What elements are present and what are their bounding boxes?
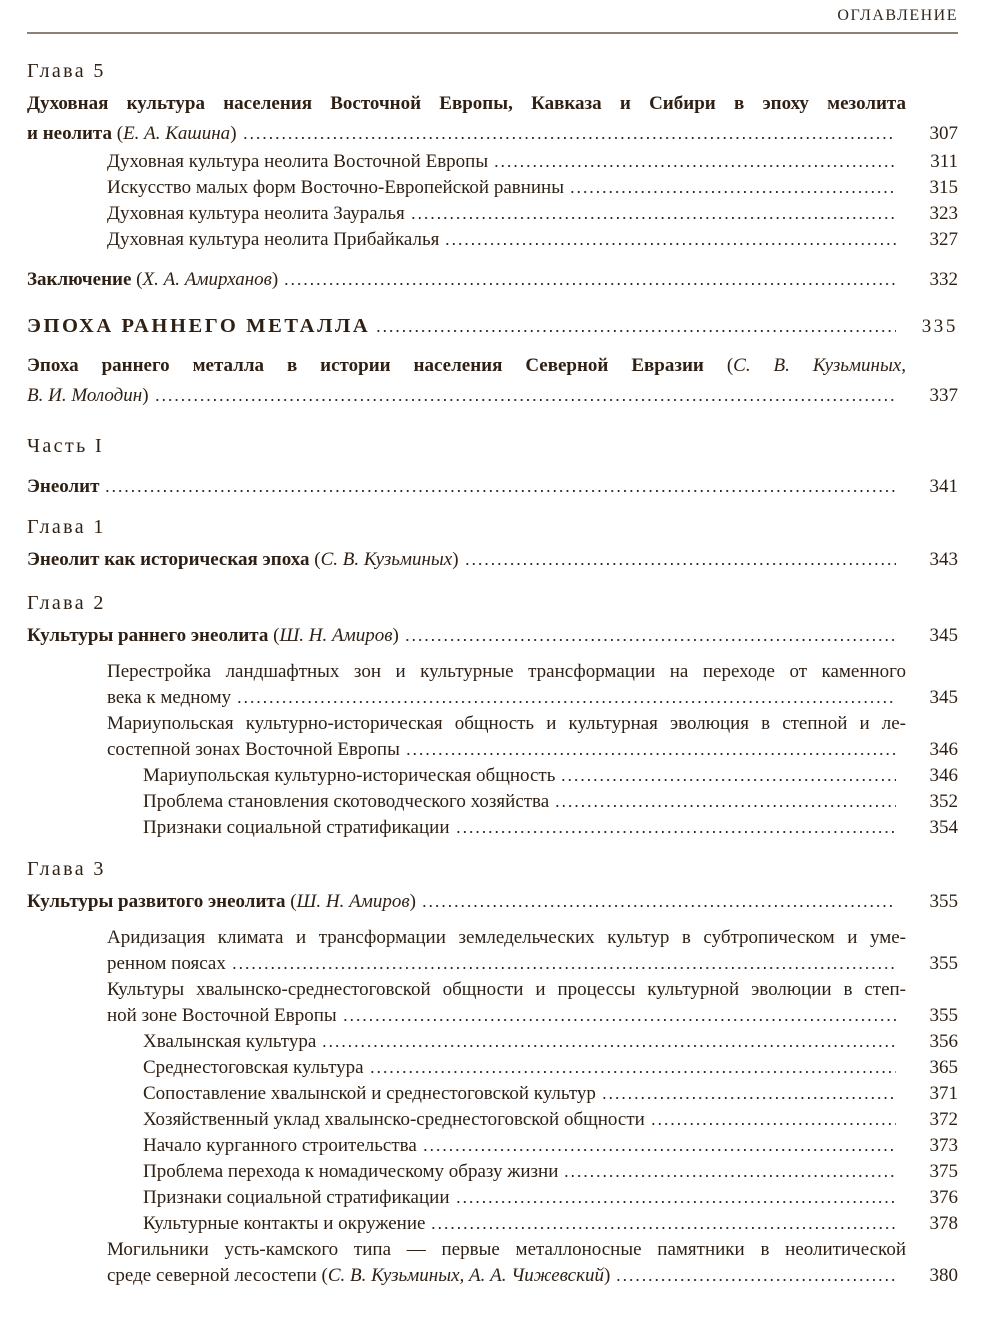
- toc-entry: [27, 789, 958, 815]
- toc-entry: [27, 815, 958, 841]
- toc-entry: [27, 89, 958, 119]
- toc-entry: [27, 1159, 958, 1185]
- dot-leader: [377, 330, 896, 332]
- toc-section-label-text: Глава 5: [27, 60, 106, 82]
- dot-leader: [571, 191, 896, 193]
- toc-section-label: [27, 433, 958, 460]
- toc-section-label-text: Глава 1: [27, 516, 106, 538]
- toc-entry-page: 341: [929, 476, 958, 497]
- toc-section-label: [27, 590, 958, 617]
- toc-entry-text: Культуры раннего энеолита (Ш. Н. Амиров): [27, 625, 399, 646]
- dot-leader: [617, 1279, 896, 1281]
- toc-entry-text: Признаки социальной стратификации: [143, 1187, 450, 1208]
- toc-entry: [27, 1133, 958, 1159]
- toc-entry: [27, 227, 958, 253]
- dot-leader: [344, 1019, 896, 1021]
- toc-entry: [27, 621, 958, 651]
- toc-entry-text: Духовная культура неолита Зауралья: [107, 203, 405, 224]
- toc-section-label: [27, 514, 958, 541]
- toc-entry: [27, 1185, 958, 1211]
- toc-section-label-text: Глава 2: [27, 592, 106, 614]
- toc-entry: [27, 265, 958, 295]
- toc-entry: [27, 1263, 958, 1289]
- dot-leader: [285, 283, 896, 285]
- toc-section-label: [27, 856, 958, 883]
- toc-entry: [27, 1107, 958, 1133]
- toc-entry-text: Мариупольская культурно-историческая общность: [143, 765, 556, 786]
- toc-entry-page: 355: [929, 953, 958, 974]
- dot-leader: [652, 1123, 896, 1125]
- toc-entry: [27, 149, 958, 175]
- toc-entry: [27, 925, 958, 951]
- dot-leader: [457, 1201, 897, 1203]
- toc-entry-text: Культуры развитого энеолита (Ш. Н. Амиров): [27, 891, 416, 912]
- toc-entry: [27, 201, 958, 227]
- toc-section-label-text: Часть I: [27, 435, 105, 457]
- toc-entry-text: Заключение (Х. А. Амирханов): [27, 269, 279, 290]
- toc-entry: [27, 1055, 958, 1081]
- toc-entry-page: 345: [929, 687, 958, 708]
- dot-leader: [106, 490, 896, 492]
- toc-entry-page: 335: [921, 316, 958, 337]
- dot-leader: [466, 563, 896, 565]
- toc-entry: [27, 977, 958, 1003]
- toc-entry-text: В. И. Молодин): [27, 385, 149, 406]
- toc-entry-text: ЭПОХА РАННЕГО МЕТАЛЛА: [27, 315, 371, 337]
- toc-entry-text: Перестройка ландшафтных зон и культурные трансформации на переходе от каменного: [107, 661, 906, 682]
- toc-entry: [27, 711, 958, 737]
- dot-leader: [423, 905, 896, 907]
- dot-leader: [323, 1045, 896, 1047]
- dot-leader: [244, 137, 896, 139]
- toc-entry: [27, 310, 958, 343]
- toc-entry-page: 346: [929, 765, 958, 786]
- toc-entry-page: 372: [929, 1109, 958, 1130]
- toc-entry-text: среде северной лесостепи (С. В. Кузьминых, А. А. Чижевский): [107, 1265, 611, 1286]
- dot-leader: [233, 967, 896, 969]
- toc-entry: [27, 951, 958, 977]
- toc-entry-text: и неолита (Е. А. Кашина): [27, 123, 237, 144]
- toc-entry: [27, 887, 958, 917]
- toc-entry-page: 311: [930, 151, 958, 172]
- toc-entry: [27, 381, 958, 411]
- toc-entry: [27, 1237, 958, 1263]
- toc-entry-text: Мариупольская культурно-историческая общность и культурная эволюция в степной и ле-: [107, 713, 906, 734]
- toc-entry-text: Культурные контакты и окружение: [143, 1213, 426, 1234]
- toc-entry-page: 346: [929, 739, 958, 760]
- dot-leader: [238, 701, 896, 703]
- toc-entry-page: 355: [929, 891, 958, 912]
- dot-leader: [156, 399, 896, 401]
- toc-entry-page: 354: [929, 817, 958, 838]
- dot-leader: [495, 165, 896, 167]
- dot-leader: [603, 1097, 896, 1099]
- toc-entry: [27, 545, 958, 575]
- toc-entry-page: 327: [929, 229, 958, 250]
- toc-section-label-text: Глава 3: [27, 858, 106, 880]
- toc-entry-page: 345: [929, 625, 958, 646]
- toc-entry-page: 307: [929, 123, 958, 144]
- toc-entry-text: Могильники усть-камского типа — первые металлоносные памятники в неолитической: [107, 1239, 906, 1260]
- dot-leader: [446, 243, 896, 245]
- toc-entry-page: 375: [929, 1161, 958, 1182]
- toc-entry: [27, 685, 958, 711]
- running-header-title: ОГЛАВЛЕНИЕ: [837, 7, 958, 24]
- toc-entry-page: 352: [929, 791, 958, 812]
- toc-entry-text: Проблема перехода к номадическому образу жизни: [143, 1161, 559, 1182]
- toc-entry: [27, 1029, 958, 1055]
- toc-entry-text: Духовная культура неолита Восточной Европы: [107, 151, 489, 172]
- dot-leader: [562, 779, 896, 781]
- toc-entry: [27, 737, 958, 763]
- toc-entry-page: 356: [929, 1031, 958, 1052]
- toc-entry-text: Энеолит: [27, 476, 100, 497]
- dot-leader: [565, 1175, 896, 1177]
- toc-entry-page: 365: [929, 1057, 958, 1078]
- toc-entry-text: Проблема становления скотоводческого хозяйства: [143, 791, 550, 812]
- toc-list: [27, 58, 958, 1289]
- toc-entry-text: Духовная культура населения Восточной Европы, Кавказа и Сибири в эпоху мезолита: [27, 93, 906, 114]
- toc-entry-text: Духовная культура неолита Прибайкалья: [107, 229, 440, 250]
- dot-leader: [407, 753, 896, 755]
- running-header: [27, 6, 958, 26]
- header-rule: [27, 32, 958, 34]
- toc-entry-text: Эпоха раннего металла в истории населения Северной Евразии (С. В. Кузьминых,: [27, 355, 906, 376]
- toc-entry-page: 323: [929, 203, 958, 224]
- toc-entry-text: Хозяйственный уклад хвалынско-среднестоговской общности: [143, 1109, 645, 1130]
- dot-leader: [432, 1227, 896, 1229]
- toc-entry-page: 355: [929, 1005, 958, 1026]
- toc-entry-text: состепной зонах Восточной Европы: [107, 739, 400, 760]
- dot-leader: [556, 805, 896, 807]
- toc-entry-page: 332: [929, 269, 958, 290]
- toc-entry: [27, 175, 958, 201]
- toc-entry-page: 343: [929, 549, 958, 570]
- toc-entry-text: века к медному: [107, 687, 232, 708]
- toc-entry: [27, 763, 958, 789]
- toc-entry-text: Хвалынская культура: [143, 1031, 317, 1052]
- toc-entry-page: 376: [929, 1187, 958, 1208]
- toc-entry-text: ной зоне Восточной Европы: [107, 1005, 337, 1026]
- toc-entry-text: Культуры хвалынско-среднестоговской общности и процессы культурной эволюции в степ-: [107, 979, 906, 1000]
- toc-entry: [27, 659, 958, 685]
- toc-entry-text: Начало курганного строительства: [143, 1135, 417, 1156]
- toc-entry-text: Среднестоговская культура: [143, 1057, 364, 1078]
- dot-leader: [371, 1071, 896, 1073]
- dot-leader: [424, 1149, 896, 1151]
- toc-entry-page: 373: [929, 1135, 958, 1156]
- toc-entry: [27, 472, 958, 502]
- toc-entry: [27, 1081, 958, 1107]
- dot-leader: [457, 831, 897, 833]
- toc-entry: [27, 1003, 958, 1029]
- toc-entry-page: 378: [929, 1213, 958, 1234]
- toc-section-label: [27, 58, 958, 85]
- toc-entry-text: Энеолит как историческая эпоха (С. В. Кузьминых): [27, 549, 459, 570]
- toc-entry: [27, 351, 958, 381]
- toc-entry-text: Аридизация климата и трансформации земледельческих культур в субтропическом и уме-: [107, 927, 906, 948]
- toc-entry-page: 371: [929, 1083, 958, 1104]
- toc-entry-page: 337: [929, 385, 958, 406]
- toc-entry: [27, 119, 958, 149]
- toc-entry-text: ренном поясах: [107, 953, 226, 974]
- dot-leader: [412, 217, 896, 219]
- toc-entry-text: Сопоставление хвалынской и среднестоговской культур: [143, 1083, 596, 1104]
- toc-entry-text: Признаки социальной стратификации: [143, 817, 450, 838]
- toc-entry: [27, 1211, 958, 1237]
- toc-entry-page: 315: [929, 177, 958, 198]
- toc-entry-page: 380: [929, 1265, 958, 1286]
- toc-entry-text: Искусство малых форм Восточно-Европейской равнины: [107, 177, 564, 198]
- dot-leader: [406, 639, 896, 641]
